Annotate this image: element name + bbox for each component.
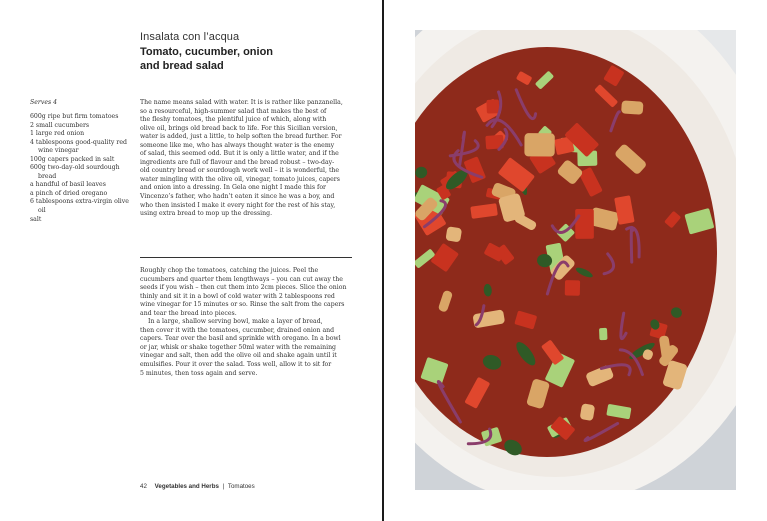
recipe-method — [140, 267, 352, 378]
method-line: or jar, whisk or shake together 50ml water with the remaining — [140, 343, 337, 351]
method-paragraph — [140, 267, 352, 318]
page-footer — [140, 483, 255, 490]
footer-section: Vegetables and Herbs — [154, 483, 219, 490]
intro-line: water mingling with the olive oil, vinegar, tomato juices, capers — [140, 175, 340, 183]
ingredient-item: 4 tablespoons good-quality red wine vinegar — [30, 138, 127, 155]
ingredient-item: 600g ripe but firm tomatoes — [30, 113, 119, 120]
tomato-chunk — [486, 99, 499, 113]
onion-slice — [631, 227, 632, 262]
ingredient-item: salt — [30, 215, 42, 223]
intro-line: who then insisted I make it every night for the rest of his stay, — [140, 201, 336, 209]
ingredient-item: a handful of basil leaves — [30, 181, 106, 189]
ingredient-item: a pinch of dried oregano — [30, 189, 108, 197]
method-line: Roughly chop the tomatoes, catching the juices. Peel the — [140, 267, 319, 274]
ingredient-item: 2 small cucumbers — [30, 121, 90, 129]
footer-separator: | — [222, 483, 225, 490]
intro-line: Vincenzo’s father, who hadn’t eaten it since he was a boy, and — [140, 193, 335, 201]
recipe-title-english — [140, 45, 340, 73]
serves-label: Serves 4 — [30, 99, 58, 106]
method-line: and tear the bread into pieces. — [140, 309, 237, 317]
book-gutter — [382, 0, 384, 521]
salad-bowl-illustration — [415, 30, 736, 490]
recipe-title-english-line: Tomato, cucumber, onion — [140, 46, 274, 58]
ingredient-list — [30, 113, 130, 224]
method-line: then cover it with the tomatoes, cucumber, drained onion and — [140, 326, 335, 334]
method-line: seeds if you wish – then cut them into 2cm pieces. Slice the onion — [140, 284, 347, 292]
intro-line: so a resourceful, high-summer salad that makes the best of — [140, 107, 327, 115]
page-number: 42 — [140, 483, 147, 490]
ingredient-item: 1 large red onion — [30, 130, 85, 138]
intro-line: someone like me, who has always thought water is the enemy — [140, 141, 335, 149]
method-line: 5 minutes, then toss again and serve. — [140, 369, 258, 377]
bread-crouton — [445, 226, 462, 242]
method-line: thinly and sit it in a bowl of cold water with 2 tablespoons red — [140, 292, 335, 300]
tomato-chunk — [565, 280, 580, 296]
intro-line: and onion into a dressing. In Gela one night I made this for — [140, 184, 327, 192]
recipe-title-english-line: and bread salad — [140, 60, 224, 72]
ingredient-item: 600g two-day-old sourdough bread — [30, 164, 120, 180]
salad-photo — [415, 30, 736, 490]
intro-line: olive oil, brings old bread back to life. For this Sicilian version, — [140, 124, 338, 132]
method-line: wine vinegar for 15 minutes or so. Rinse the salt from the capers — [140, 301, 345, 309]
intro-line: water is added, just a little, to help soften the bread further. For — [140, 133, 342, 141]
method-line: In a large, shallow serving bowl, make a layer of bread, — [148, 318, 323, 326]
method-line: emulsifies. Pour it over the salad. Toss well, allow it to sit for — [140, 361, 332, 369]
intro-line: the fleshy tomatoes, the plentiful juice of which, along with — [140, 116, 327, 124]
recipe-title-italian: Insalata con l’acqua — [140, 31, 240, 43]
method-line: vinegar and salt, then add the olive oil and shake again until it — [140, 352, 337, 360]
intro-line: of salad, this seemed odd. But it is only a little water, and if the — [140, 150, 339, 158]
ingredient-item: 6 tablespoons extra-virgin olive oil — [30, 198, 129, 215]
cucumber-piece — [599, 328, 607, 340]
bread-crouton — [524, 133, 554, 156]
intro-line: ingredients are full of flavour and the bread robust – two-day- — [140, 158, 335, 166]
intro-line: old country bread or sourdough work well – it is wonderful, the — [140, 167, 340, 175]
tomato-chunk — [575, 209, 594, 239]
method-paragraph — [140, 318, 352, 378]
intro-line: The name means salad with water. It is is rather like panzanella, — [140, 99, 343, 106]
ingredient-item: 100g capers packed in salt — [30, 155, 115, 163]
bread-crouton — [621, 100, 643, 114]
footer-chapter: Tomatoes — [227, 483, 255, 490]
intro-line: using extra bread to mop up the dressing. — [140, 210, 273, 218]
method-line: cucumbers and quarter them lengthways – you can cut away the — [140, 275, 343, 283]
section-divider — [140, 257, 352, 258]
method-line: capers. Tear over the basil and sprinkle with oregano. In a bowl — [140, 335, 341, 343]
recipe-intro — [140, 99, 352, 219]
